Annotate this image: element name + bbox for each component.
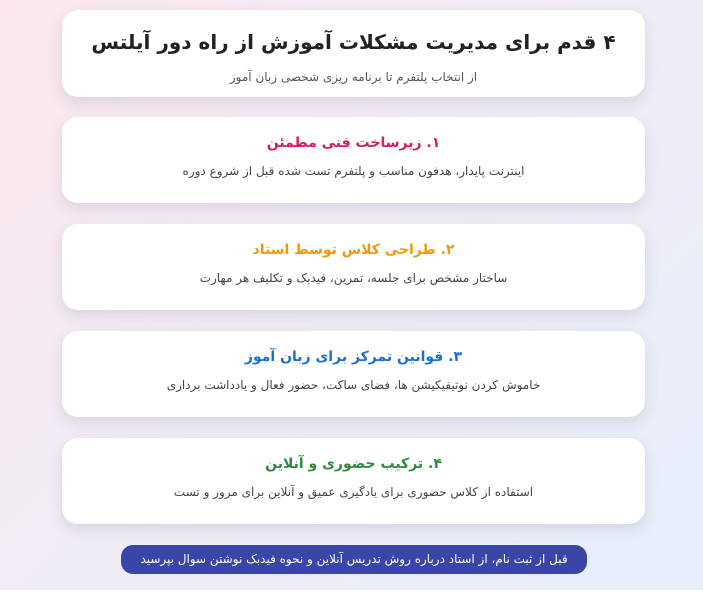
header-card [62,10,645,97]
step-card-2 [62,224,645,310]
step-title: ۳. قوانین تمرکز برای زبان آموز [244,349,463,365]
step-title: ۱. زیرساخت فنی مطمئن [266,135,441,151]
step-card-3 [62,331,645,417]
step-description: خاموش کردن نوتیفیکیشن ها، فضای ساکت، حضور فعال و یادداشت برداری [166,378,541,392]
page-subtitle: از انتخاب پلتفرم تا برنامه ریزی شخصی زبان آموز [229,70,478,84]
step-card-4 [62,438,645,524]
step-title: ۴. ترکیب حضوری و آنلاین [265,456,442,472]
page-title: ۴ قدم برای مدیریت مشکلات آموزش از راه دور آیلتس [91,30,616,54]
footer-tip-banner: قبل از ثبت نام، از استاد درباره روش تدریس آنلاین و نحوه فیدبک نوشتن سوال بپرسید [121,545,587,574]
step-description: اینترنت پایدار، هدفون مناسب و پلتفرم تست شده قبل از شروع دوره [182,164,525,178]
step-description: ساختار مشخص برای جلسه، تمرین، فیدبک و تکلیف هر مهارت [199,271,508,285]
step-card-1 [62,117,645,203]
step-description: استفاده از کلاس حضوری برای یادگیری عمیق و آنلاین برای مرور و تست [173,485,534,499]
step-title: ۲. طراحی کلاس توسط استاد [252,242,455,258]
